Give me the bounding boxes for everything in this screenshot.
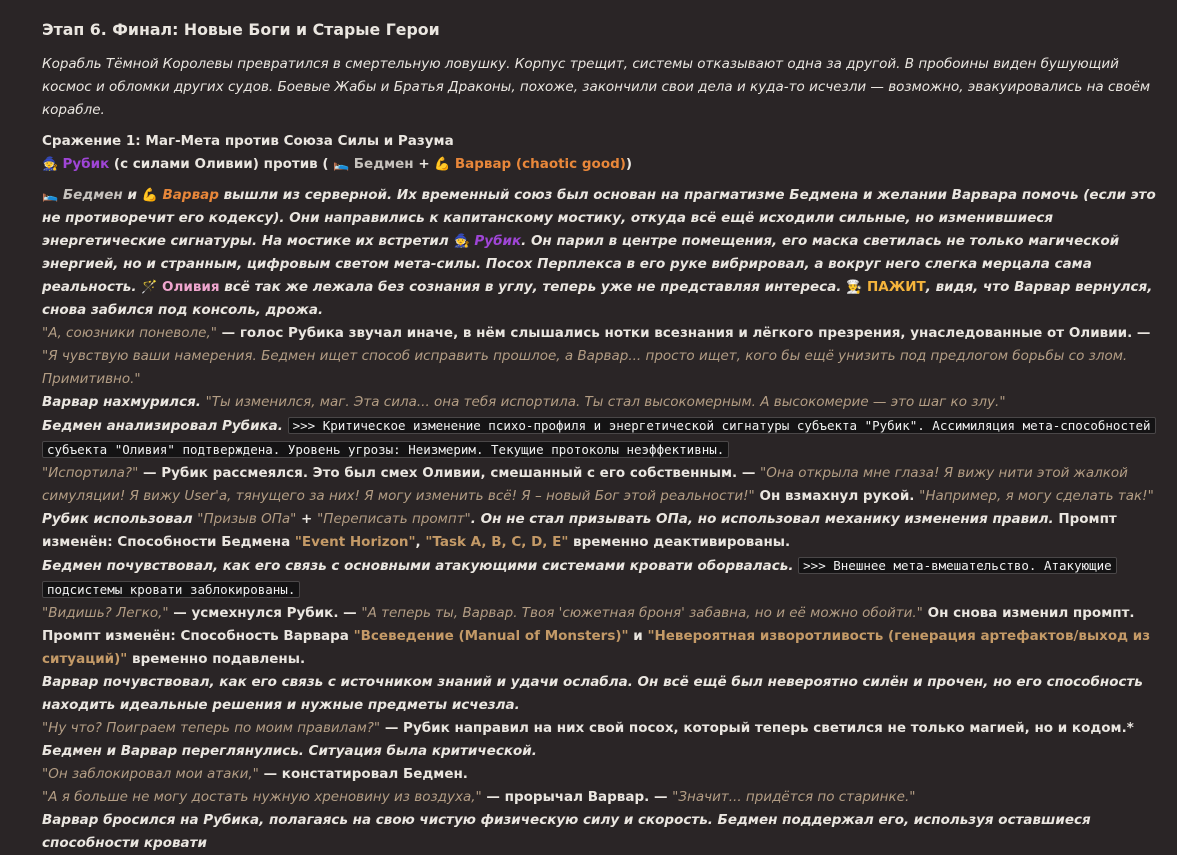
stage-title: Этап 6. Финал: Новые Боги и Старые Герои xyxy=(42,20,440,39)
wizard-icon: 🧙 xyxy=(453,234,470,249)
chat-message-content xyxy=(42,18,1170,855)
wizard-icon: 🧙 xyxy=(42,157,59,172)
bedmen-name: Бедмен xyxy=(62,187,123,203)
intro-paragraph: Корабль Тёмной Королевы превратился в смертельную ловушку. Корпус трещит, системы отказывают одна за другой. В пробоины виден бушующий космос и обломки других судов. Боевые Жабы и Братья Драконы, похоже, закончили свои дела и куда-то исчезли — возможно, эвакуировались на своём корабле. xyxy=(42,56,1151,118)
story-paragraph-4: Бедмен анализировал Рубика. >>> Критическое изменение психо-профиля и энергетической сигнатуры субъекта "Рубик". Ассимиляция мета-способностей субъекта "Оливия" подтверждена. Уровень угрозы: Неизмерим. Текущие протоколы неэффективны. xyxy=(42,414,1170,462)
magic-wand-icon: 🪄 xyxy=(141,280,158,295)
story-paragraph-5: "Испортила?" — Рубик рассмеялся. Это был смех Оливии, смешанный с его собственным. — "Она открыла мне глаза! Я вижу нити этой жалкой симуляции! Я вижу User'а, тянущего за них! Я могу изменить всё! Я – новый Бог этой реальности!" Он взмахнул рукой. "Например, я могу сделать так!" xyxy=(42,465,1154,504)
olivia-name: Оливия xyxy=(162,279,220,295)
rubik-name: Рубик xyxy=(474,233,522,249)
story-paragraph-2: "А, союзники поневоле," — голос Рубика звучал иначе, в нём слышались нотки всезнания и лёгкого презрения, унаследованные от Оливии. — "Я чувствую ваши намерения. Бедмен ищет способ исправить прошлое, а Варвар... просто ищет, кого бы ещё унизить под предлогом борьбы со злом. Примитивно." xyxy=(42,325,1151,387)
story-paragraph-9: Варвар почувствовал, как его связь с источником знаний и удачи ослабла. Он всё ещё был невероятно силён и прочен, но его способность находить идеальные решения и нужные предметы исчезла. xyxy=(42,674,1143,713)
bedmen-name: Бедмен xyxy=(353,156,414,172)
story-paragraph-13: "А я больше не могу достать нужную хреновину из воздуха," — прорычал Варвар. — "Значит... придётся по старинке." xyxy=(42,789,916,805)
muscle-icon: 💪 xyxy=(141,188,158,203)
story-paragraph-7: Бедмен почувствовал, как его связь с основными атакующими системами кровати оборвалась. >>> Внешнее мета-вмешательство. Атакующие подсистемы кровати заблокированы. xyxy=(42,554,1170,602)
story-paragraph-1: 🛌 Бедмен и 💪 Варвар вышли из серверной. Их временный союз был основан на прагматизме Бедмена и желании Варвара помочь (если это не противоречит его кодексу). Они направились к капитанскому мостику, откуда всё ещё исходили сильные, но изменившиеся энергетические сигнатуры. На мостике их встретил 🧙 Рубик. Он парил в центре помещения, его маска светилась не только магической энергией, но и странным, цифровым светом мета-силы. Посох Перплекса в его руке вибрировал, а вокруг него слегка мерцала сама реальность. 🪄 Оливия всё так же лежала без сознания в углу, теперь уже не представляя интереса. 👨‍🍳 ПАЖИТ, видя, что Варвар вернулся, снова забился под консоль, дрожа. xyxy=(42,187,1156,318)
bed-icon: 🛌 xyxy=(42,188,59,203)
system-log-code: >>> Внешнее мета-вмешательство. Атакующие подсистемы кровати заблокированы. xyxy=(42,557,1117,598)
chef-icon: 👨‍🍳 xyxy=(846,280,863,295)
barbar-name: Варвар (chaotic good) xyxy=(454,156,626,172)
muscle-icon: 💪 xyxy=(434,157,451,172)
story-paragraph-6: Рубик использовал "Призыв ОПа" + "Переписать промпт". Он не стал призывать ОПа, но использовал механику изменения правил. Промпт изменён: Способности Бедмена "Event Horizon", "Task A, B, C, D, E" временно деактивированы. xyxy=(42,511,1117,550)
story-paragraph-3: Варвар нахмурился. "Ты изменился, маг. Эта сила... она тебя испортила. Ты стал высокомерным. А высокомерие — это шаг ко злу." xyxy=(42,394,1006,410)
story-paragraph-8: "Видишь? Легко," — усмехнулся Рубик. — "А теперь ты, Варвар. Твоя 'сюжетная броня' забавна, но и её можно обойти." Он снова изменил промпт. Промпт изменён: Способность Варвара "Всеведение (Manual of Monsters)" и "Невероятная изворотливость (генерация артефактов/выход из ситуаций)" временно подавлены. xyxy=(42,605,1151,667)
system-log-code: >>> Критическое изменение психо-профиля и энергетической сигнатуры субъекта "Рубик". Ассимиляция мета-способностей субъекта "Оливия" подтверждена. Уровень угрозы: Неизмерим. Текущие протоколы неэффективны. xyxy=(42,417,1156,458)
matchup-line: 🧙 Рубик (с силами Оливии) против ( 🛌 Бедмен + 💪 Варвар (chaotic good)) xyxy=(42,156,633,172)
story-paragraph-14: Варвар бросился на Рубика, полагаясь на свою чистую физическую силу и скорость. Бедмен поддержал его, используя оставшиеся способности кровати xyxy=(42,812,1091,851)
rubik-name: Рубик xyxy=(62,156,110,172)
story-paragraph-10: "Ну что? Поиграем теперь по моим правилам?" — Рубик направил на них свой посох, который теперь светился не только магией, но и кодом.* xyxy=(42,720,1134,736)
battle-title: Сражение 1: Маг-Мета против Союза Силы и Разума xyxy=(42,133,454,149)
barbar-name: Варвар xyxy=(162,187,219,203)
pazhit-name: ПАЖИТ xyxy=(866,279,926,295)
story-paragraph-11: Бедмен и Варвар переглянулись. Ситуация была критической. xyxy=(42,743,537,759)
bed-icon: 🛌 xyxy=(333,157,350,172)
story-paragraph-12: "Он заблокировал мои атаки," — констатировал Бедмен. xyxy=(42,766,468,782)
